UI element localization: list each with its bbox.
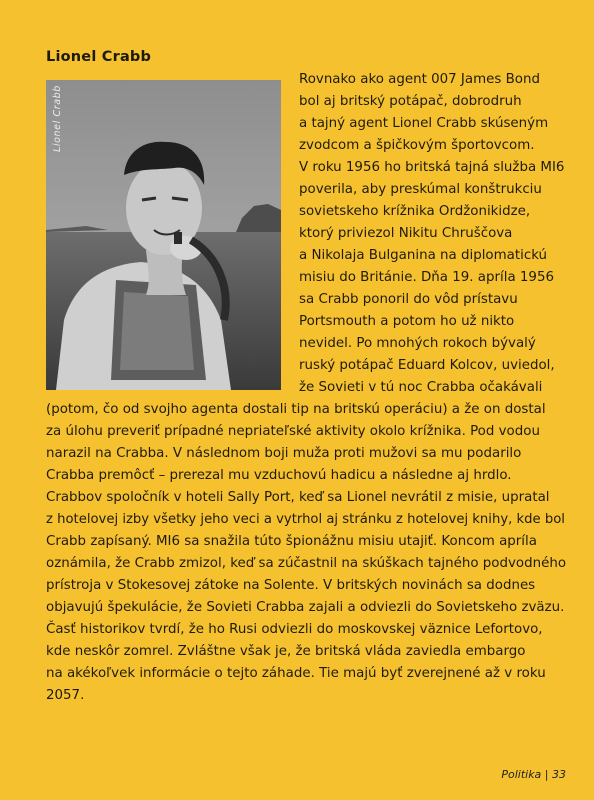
text-line: Crabbov spoločník v hoteli Sally Port, keď sa Lionel nevrátil z misie, upratal	[46, 490, 550, 505]
text-line: Rovnako ako agent 007 James Bond	[299, 72, 540, 87]
text-line: sa Crabb ponoril do vôd prístavu	[299, 292, 518, 307]
text-line: a tajný agent Lionel Crabb skúseným	[299, 116, 549, 131]
text-line: 2057.	[46, 688, 85, 703]
text-line: a Nikolaja Bulganina na diplomatickú	[299, 248, 548, 263]
text-line: ruský potápač Eduard Kolcov, uviedol,	[299, 358, 555, 373]
text-line: objavujú špekulácie, že Sovieti Crabba zajali a odviezli do Sovietskeho zväzu.	[46, 600, 565, 615]
text-line: za úlohu preveriť prípadné nepriateľské aktivity okolo krížnika. Pod vodou	[46, 424, 540, 439]
text-line: z hotelovej izby všetky jeho veci a vytrhol aj stránku z hotelovej knihy, kde bol	[46, 512, 565, 527]
text-line: poverila, aby preskúmal konštrukciu	[299, 182, 542, 197]
text-line: narazil na Crabba. V následnom boji muža proti mužovi sa mu podarilo	[46, 446, 522, 461]
text-line: misiu do Británie. Dňa 19. apríla 1956	[299, 270, 554, 285]
text-line: na akékoľvek informácie o tejto záhade. Tie majú byť zverejnené až v roku	[46, 666, 546, 681]
text-line: ktorý priviezol Nikitu Chruščova	[299, 226, 513, 241]
photo-caption: Lionel Crabb	[52, 85, 63, 152]
text-line: Portsmouth a potom ho už nikto	[299, 314, 515, 329]
lionel-crabb-photo	[46, 80, 281, 390]
text-line: zvodcom a špičkovým športovcom.	[299, 138, 535, 153]
text-line: Crabba premôcť – prerezal mu vzduchovú hadicu a následne aj hrdlo.	[46, 468, 512, 483]
text-line: Časť historikov tvrdí, že ho Rusi odviezli do moskovskej väznice Lefortovo,	[46, 622, 543, 637]
text-line: že Sovieti v tú noc Crabba očakávali	[299, 380, 543, 395]
text-line: bol aj britský potápač, dobrodruh	[299, 94, 522, 109]
text-line: sovietskeho krížnika Ordžonikidze,	[299, 204, 531, 219]
text-line: (potom, čo od svojho agenta dostali tip na britskú operáciu) a že on dostal	[46, 402, 546, 417]
text-line: Crabb zapísaný. MI6 sa snažila túto špionážnu misiu utajiť. Koncom apríla	[46, 534, 537, 549]
text-line: kde neskôr zomrel. Zvláštne však je, že britská vláda zaviedla embargo	[46, 644, 526, 659]
article-title: Lionel Crabb	[46, 49, 152, 65]
text-line: V roku 1956 ho britská tajná služba MI6	[299, 160, 565, 175]
page-footer: Politika | 33	[501, 768, 566, 781]
text-line: nevidel. Po mnohých rokoch bývalý	[299, 336, 536, 351]
text-line: prístroja v Stokesovej zátoke na Solente. V britských novinách sa dodnes	[46, 578, 536, 593]
text-line: oznámila, že Crabb zmizol, keď sa zúčastnil na skúškach tajného podvodného	[46, 556, 567, 571]
